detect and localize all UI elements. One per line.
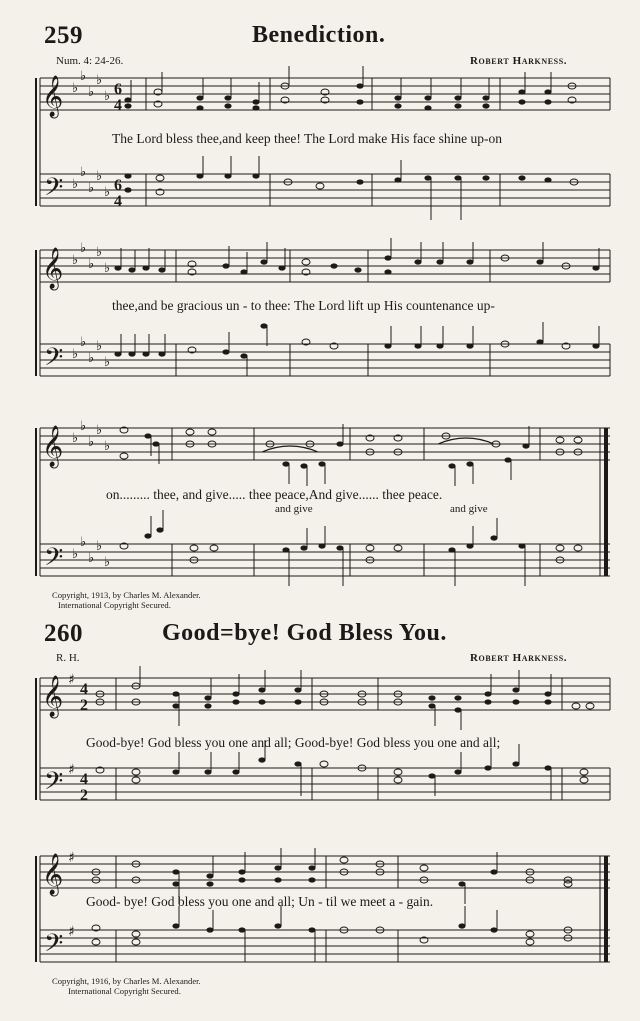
lyric-line: Good- bye! God bless you one and all; Un - til we meet a - gain. [86, 894, 434, 909]
svg-text:♭: ♭ [88, 85, 95, 100]
svg-text:♭: ♭ [80, 535, 87, 550]
svg-text:♭: ♭ [104, 439, 111, 454]
composer-credit: Robert Harkness. [470, 652, 568, 664]
svg-text:♭: ♭ [104, 185, 111, 200]
copyright-notice [52, 976, 201, 996]
svg-text:♭: ♭ [72, 547, 79, 562]
hymn-number: 259 [44, 22, 83, 49]
svg-text:♭: ♭ [104, 355, 111, 370]
svg-text:♭: ♭ [96, 169, 103, 184]
svg-text:𝄢: 𝄢 [44, 543, 64, 578]
svg-text:6: 6 [114, 177, 122, 194]
lyric-line: on......... thee, and give..... thee peace,And give...... thee peace. [106, 487, 443, 502]
rights-line: International Copyright Secured. [58, 600, 171, 610]
svg-text:♭: ♭ [96, 245, 103, 260]
svg-text:♭: ♭ [88, 435, 95, 450]
svg-text:♭: ♭ [104, 89, 111, 104]
copyright-line: Copyright, 1916, by Charles M. Alexander. [52, 976, 201, 986]
svg-text:𝄞: 𝄞 [42, 854, 64, 895]
lyric-line: thee,and be gracious un - to thee: The Lord lift up His countenance up- [112, 298, 495, 313]
alto-echo-lyric: and give [275, 503, 313, 515]
svg-text:♯: ♯ [68, 762, 75, 778]
svg-text:♭: ♭ [80, 241, 87, 256]
svg-text:♭: ♭ [72, 177, 79, 192]
svg-text:♭: ♭ [88, 257, 95, 272]
svg-text:4: 4 [114, 193, 122, 210]
svg-text:4: 4 [114, 97, 122, 114]
svg-text:𝄞: 𝄞 [42, 76, 64, 117]
copyright-notice [52, 590, 201, 610]
svg-text:4: 4 [80, 681, 88, 698]
svg-text:♭: ♭ [96, 423, 103, 438]
hymn-title: Good=bye! God Bless You. [162, 620, 447, 646]
svg-text:4: 4 [80, 771, 88, 788]
svg-text:♭: ♭ [80, 165, 87, 180]
svg-text:6: 6 [114, 81, 122, 98]
svg-text:♯: ♯ [68, 672, 75, 688]
svg-text:♭: ♭ [104, 555, 111, 570]
scripture-reference: Num. 4: 24-26. [56, 55, 124, 67]
svg-text:𝄞: 𝄞 [42, 676, 64, 717]
svg-text:♭: ♭ [72, 81, 79, 96]
svg-text:♭: ♭ [72, 253, 79, 268]
svg-text:♭: ♭ [80, 419, 87, 434]
svg-text:♭: ♭ [96, 73, 103, 88]
svg-text:♯: ♯ [68, 924, 75, 940]
hymn-title: Benediction. [252, 22, 386, 48]
svg-text:♭: ♭ [80, 69, 87, 84]
svg-text:𝄢: 𝄢 [44, 929, 64, 964]
svg-text:𝄞: 𝄞 [42, 248, 64, 289]
svg-text:♭: ♭ [96, 539, 103, 554]
composer-credit: Robert Harkness. [470, 55, 568, 67]
svg-text:♭: ♭ [72, 347, 79, 362]
svg-text:♭: ♭ [104, 261, 111, 276]
svg-text:𝄢: 𝄢 [44, 173, 64, 208]
svg-text:2: 2 [80, 787, 88, 804]
hymn-number: 260 [44, 620, 83, 647]
rights-line: International Copyright Secured. [68, 986, 181, 996]
author-credit: R. H. [56, 652, 80, 664]
svg-text:♭: ♭ [80, 335, 87, 350]
svg-text:♭: ♭ [88, 181, 95, 196]
svg-text:𝄢: 𝄢 [44, 343, 64, 378]
svg-text:𝄢: 𝄢 [44, 767, 64, 802]
svg-text:♭: ♭ [96, 339, 103, 354]
svg-text:♭: ♭ [88, 551, 95, 566]
svg-text:♯: ♯ [68, 850, 75, 866]
alto-echo-lyric: and give [450, 503, 488, 515]
svg-text:2: 2 [80, 697, 88, 714]
svg-text:𝄞: 𝄞 [42, 426, 64, 467]
svg-text:♭: ♭ [72, 431, 79, 446]
lyric-line: Good-bye! God bless you one and all; Good-bye! God bless you one and all; [86, 735, 501, 750]
lyric-line: The Lord bless thee,and keep thee! The Lord make His face shine up-on [112, 131, 502, 146]
copyright-line: Copyright, 1913, by Charles M. Alexander. [52, 590, 201, 600]
svg-text:♭: ♭ [88, 351, 95, 366]
